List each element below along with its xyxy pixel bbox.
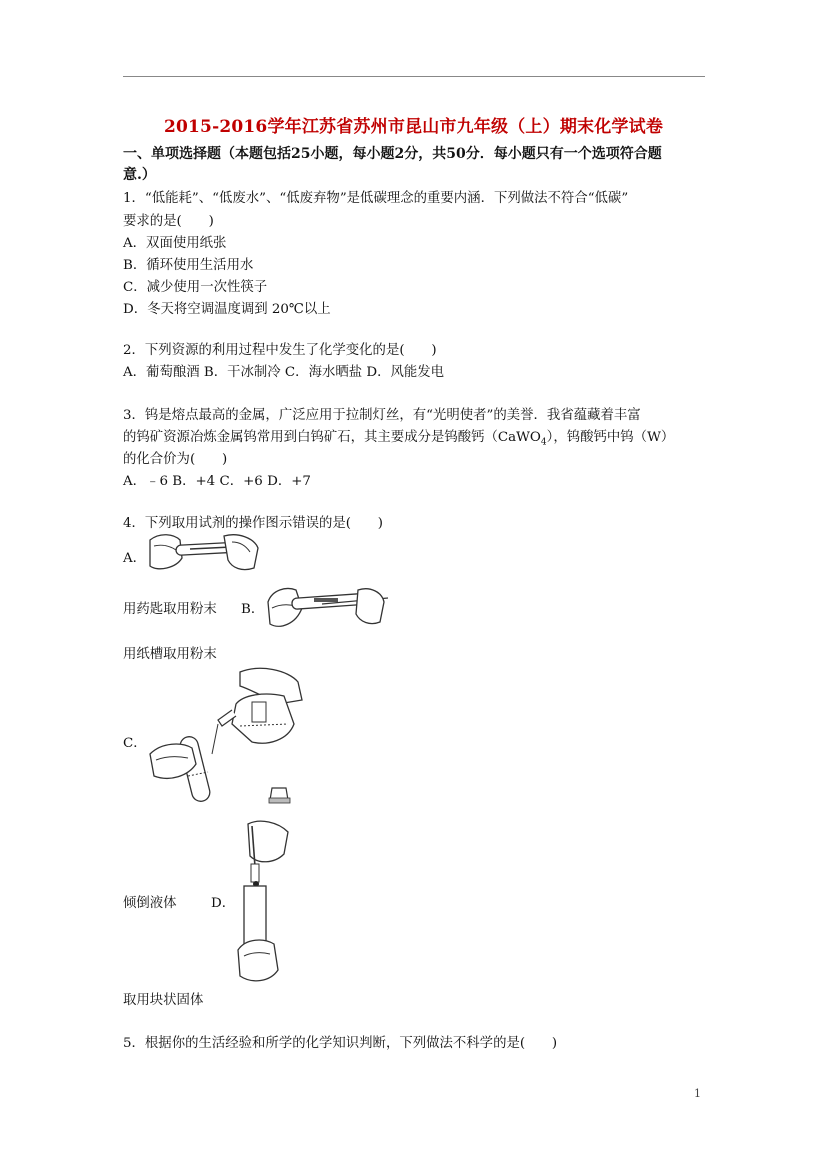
q2-stem: 2．下列资源的利用过程中发生了化学变化的是( ): [123, 343, 437, 358]
header-rule: [123, 76, 705, 77]
q4-option-c-caption: 倾倒液体: [123, 896, 177, 911]
q4-option-a-caption: 用药匙取用粉末: [123, 602, 217, 617]
q3-stem-line2: 的钨矿资源冶炼金属钨常用到白钨矿石，其主要成分是钨酸钙（CaWO$_4$），钨酸钙中钨（W）: [123, 430, 675, 448]
section-heading-line1: 一、单项选择题（本题包括25小题，每小题2分，共50分．每小题只有一个选项符合题: [123, 146, 662, 162]
section-heading-line2: 意.）: [123, 167, 156, 183]
q4-option-a-label: A．: [123, 551, 147, 566]
q4-option-b-label: B．: [241, 602, 265, 617]
pouring-liquid-illustration: [148, 664, 308, 808]
q1-option-c: C．减少使用一次性筷子: [123, 280, 268, 295]
spoon-powder-illustration: [142, 528, 266, 578]
q3-options: A．﹣6 B．+4 C．+6 D．+7: [123, 474, 311, 489]
page-title: 2015-2016学年江苏省苏州市昆山市九年级（上）期末化学试卷: [163, 117, 664, 137]
q4-option-d-caption: 取用块状固体: [123, 993, 204, 1008]
q2-options: A．葡萄酿酒 B．干冰制冷 C．海水晒盐 D．风能发电: [123, 365, 445, 380]
q1-option-a: A．双面使用纸张: [123, 236, 227, 251]
q3-stem-line1: 3．钨是熔点最高的金属，广泛应用于拉制灯丝，有“光明使者”的美誉．我省蕴藏着丰富: [123, 408, 641, 423]
q1-stem-line1: 1．“低能耗”、“低废水”、“低废弃物”是低碳理念的重要内涵．下列做法不符合“低碳”: [123, 191, 629, 206]
q4-stem: 4．下列取用试剂的操作图示错误的是( ): [123, 516, 383, 531]
q3-stem-line3: 的化合价为( ): [123, 452, 228, 467]
q4-option-c-label: C．: [123, 736, 147, 751]
q1-stem-line2: 要求的是( ): [123, 214, 214, 229]
q4-option-d-label: D．: [211, 896, 236, 911]
block-solid-illustration: [234, 820, 298, 984]
q1-option-b: B．循环使用生活用水: [123, 258, 254, 273]
paper-trough-powder-illustration: [262, 580, 394, 634]
page-number: 1: [694, 1087, 701, 1100]
q1-option-d: D．冬天将空调温度调到 20℃以上: [123, 302, 331, 317]
q5-stem: 5．根据你的生活经验和所学的化学知识判断，下列做法不科学的是( ): [123, 1036, 558, 1051]
q4-option-b-caption: 用纸槽取用粉末: [123, 647, 217, 662]
